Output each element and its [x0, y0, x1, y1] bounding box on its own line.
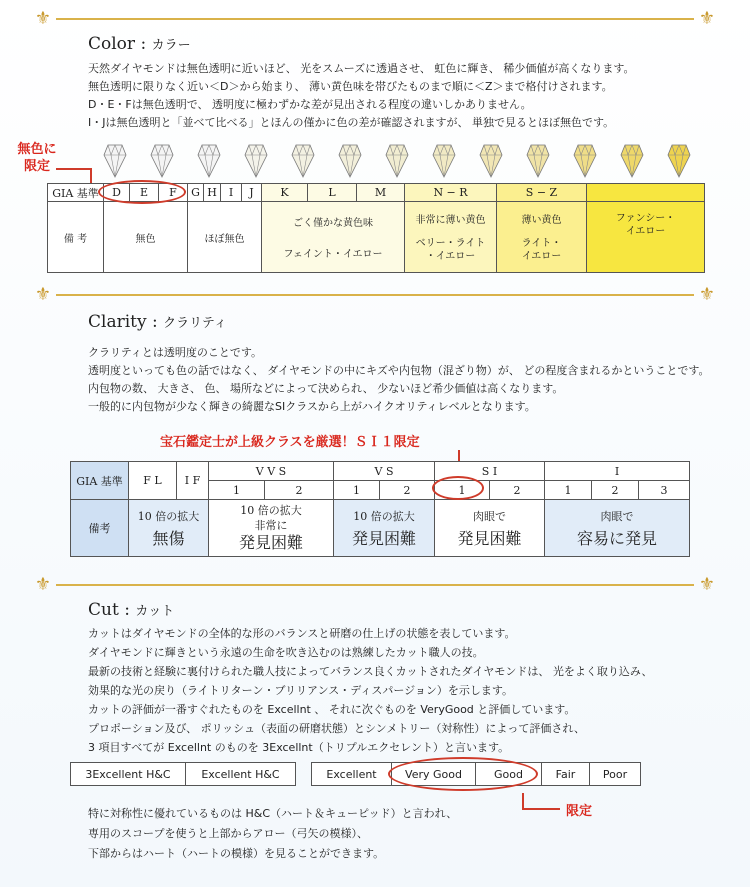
remark-big: 発見困難 — [238, 533, 303, 552]
cut-grades-hc — [70, 762, 296, 786]
grade-3excellent-hc: 3Excellent H&C — [71, 763, 186, 785]
faint-text: ごく僅かな黄色味 — [293, 218, 373, 229]
si1-callout: 宝石鑑定士が上級クラスを厳選！ＳＩ１限定 — [160, 435, 420, 450]
faint-remark — [262, 202, 405, 272]
grade-fair: Fair — [542, 763, 590, 785]
near-colorless-remark: ほぼ無色 — [188, 202, 262, 272]
diamond-icon — [245, 145, 267, 177]
vvs-remark — [209, 500, 334, 556]
grade-si2: 2 — [490, 481, 545, 500]
hc-description: 特に対称性に優れているものは H&C（ハート＆キューピッド）と言われ、 専用のスコープを使うと上部からアロー（弓矢の模様）、 下部からはハート（ハートの模様）を見ることができます。 — [88, 807, 458, 860]
vs-remark — [334, 500, 435, 556]
color-divider — [30, 284, 720, 306]
grade-l: L — [308, 184, 357, 202]
very-light-text: ベリー・ライト ・イエロー — [415, 237, 486, 262]
cut-description: カットはダイヤモンドの全体的な形のバランスと研磨の仕上げの状態を表しています。 ダイヤモンドに輝きという永遠の生命を吹き込むのは熟練したカット職人の技。 最新の技術と経験に裏付けられた職人技によってバランス良くカットされたダイヤモンドは、 光をよく取り込み、 効果的な光の戻り（ライトリターン・ブリリアンス・ディスパージョン）を示します。 カットの評価が一番すぐれたものを Excellnt 、 それに次ぐものを VeryGood と評価しています。 プロポーション及び、 ポリッシュ（表面の研磨状態）とシンメトリー（対称性）によって評価され、 3 項目すべてが Excellnt のものを 3Excellnt（トリプルエクセレント）と言います。 — [88, 627, 653, 754]
grade-i: I — [221, 184, 242, 202]
diamond-icon — [339, 145, 361, 177]
flawless-remark — [129, 500, 209, 556]
light-remark — [497, 202, 587, 272]
diamond-icon — [292, 145, 314, 177]
fleur-icon: ⚜ — [34, 574, 52, 595]
remark-big: 発見困難 — [351, 528, 416, 548]
fleur-icon: ⚜ — [698, 284, 716, 305]
grade-excellent: Excellent — [312, 763, 392, 785]
fleur-icon: ⚜ — [698, 574, 716, 595]
light-text: ライト・ イエロー — [521, 237, 562, 262]
diamond-icon — [621, 145, 643, 177]
remark-small: 非常に — [254, 519, 288, 532]
diamond-icon — [198, 145, 220, 177]
fancy-text: イエロー — [625, 226, 666, 237]
grade-h: H — [204, 184, 221, 202]
grade-i: I — [545, 462, 689, 481]
remark-small: 10 倍の拡大 — [353, 509, 415, 523]
remark-big: 無傷 — [152, 528, 185, 548]
diamond-icon — [104, 145, 126, 177]
grade-very-good: Very Good — [392, 763, 476, 785]
cut-highlight-oval — [388, 757, 538, 791]
diamond-icon — [151, 145, 173, 177]
grade-e: E — [130, 184, 159, 202]
grade-g: G — [188, 184, 204, 202]
colorless-highlight-oval — [98, 180, 186, 204]
very-light-text: 非常に薄い黄色 — [415, 215, 486, 227]
remarks-label: 備 考 — [48, 202, 104, 272]
fleur-icon: ⚜ — [34, 8, 52, 29]
clarity-title: Clarity : クラリティ — [88, 312, 227, 332]
grade-k: K — [262, 184, 308, 202]
fleur-icon: ⚜ — [34, 284, 52, 305]
callout-line — [90, 168, 92, 184]
grade-vvs2: 2 — [265, 481, 334, 500]
grade-d: D — [104, 184, 130, 202]
grade-f: F — [159, 184, 188, 202]
grade-fl: F L — [129, 462, 177, 500]
grade-i3: 3 — [639, 481, 689, 500]
grade-j: J — [242, 184, 262, 202]
clarity-grade-table — [70, 461, 690, 557]
si-remark — [435, 500, 545, 556]
fleur-icon: ⚜ — [698, 8, 716, 29]
clarity-divider — [30, 574, 720, 596]
faint-text: フェイント・イエロー — [283, 249, 383, 260]
diamond-icon — [433, 145, 455, 177]
grade-vs: V S — [334, 462, 435, 481]
cut-limited-callout: 限定 — [566, 804, 593, 819]
color-title: Color : カラー — [88, 34, 191, 54]
colorless-callout: 無色に 限定 — [17, 142, 57, 174]
remark-small: 肉眼で — [600, 509, 634, 523]
gia-label: GIA 基準 — [71, 462, 129, 500]
callout-line — [56, 168, 92, 170]
grade-vs1: 1 — [334, 481, 380, 500]
very-light-remark — [405, 202, 497, 272]
light-text: 薄い黄色 — [521, 215, 562, 227]
diamond-row — [93, 143, 703, 179]
diamond-icon — [480, 145, 502, 177]
diamond-icon — [574, 145, 596, 177]
diamond-icon — [386, 145, 408, 177]
grade-i2: 2 — [592, 481, 639, 500]
si1-highlight-oval — [432, 476, 484, 500]
color-description: 天然ダイヤモンドは無色透明に近いほど、 光をスムーズに透過させ、 虹色に輝き、 稀少価値が高くなります。 無色透明に限りなく近い＜D＞から始まり、 薄い黄色味を帯びたものまで順に＜Z＞まで格付けされます。 D・E・Fは無色透明で、 透明度に極わずかな差が見出される程度の違いしかありません。 I・Jは無色透明と「並べて比べる」とほんの僅かに色の差が確認されますが、 単独で見るとほぼ無色です。 — [88, 62, 635, 129]
grade-n-r: N − R — [405, 184, 497, 202]
grade-s-z: S − Z — [497, 184, 587, 202]
remark-small: 10 倍の拡大 — [137, 509, 200, 523]
remarks-label: 備考 — [71, 500, 129, 556]
diamond-icon — [668, 145, 690, 177]
grade-vvs: V V S — [209, 462, 334, 481]
remark-small: 肉眼で — [473, 509, 506, 523]
grade-si: S I — [435, 462, 545, 481]
clarity-description: クラリティとは透明度のことです。 透明度といっても色の話ではなく、 ダイヤモンドの中にキズや内包物（混ざり物）が、 どの程度含まれるかということです。 内包物の数、 大きさ、 色、 場所などによって決められ、 少ないほど希少価値は高くなります。 一般的に内包物が少なく輝きの綺麗なSIクラスから上がハイクオリティレベルとなります。 — [88, 346, 710, 413]
fancy-text: ファンシー・ — [615, 213, 676, 224]
grade-if: I F — [177, 462, 209, 500]
grade-fancy — [587, 184, 704, 202]
gia-label: GIA 基準 — [48, 184, 104, 202]
diamond-icon — [527, 145, 549, 177]
remark-big: 容易に発見 — [576, 528, 657, 548]
i-remark — [545, 500, 689, 556]
grade-si1: 1 — [435, 481, 490, 500]
grade-vvs1: 1 — [209, 481, 265, 500]
remark-big: 発見困難 — [457, 528, 522, 548]
grade-good: Good — [476, 763, 542, 785]
colorless-remark: 無色 — [104, 202, 188, 272]
grade-i1: 1 — [545, 481, 592, 500]
grade-poor: Poor — [602, 767, 628, 781]
remark-small: 10 倍の拡大 — [240, 504, 302, 517]
grade-vs2: 2 — [380, 481, 435, 500]
top-divider — [30, 8, 720, 30]
fancy-remark — [587, 202, 704, 272]
grade-m: M — [357, 184, 405, 202]
grade-excellent-hc: Excellent H&C — [201, 767, 280, 781]
cut-title: Cut : カット — [88, 600, 175, 620]
